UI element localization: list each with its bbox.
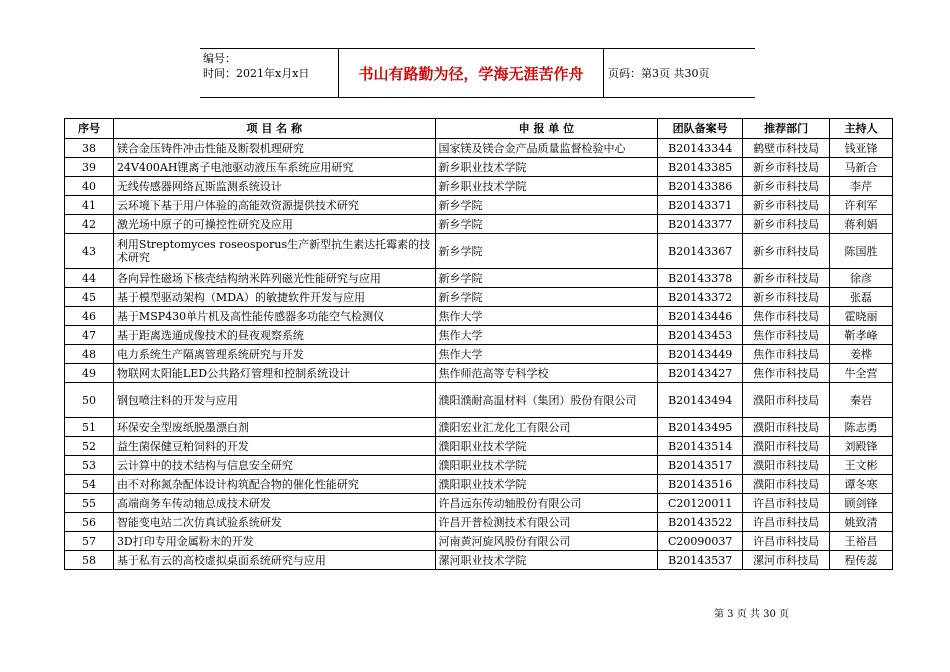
- project-table: [64, 118, 893, 570]
- cell-host: 霍晓丽: [830, 307, 893, 326]
- cell-dept: 焦作市科技局: [743, 345, 830, 364]
- cell-unit: 新乡职业技术学院: [435, 158, 658, 177]
- cell-unit: 焦作大学: [435, 307, 658, 326]
- cell-no: 48: [65, 345, 114, 364]
- table-row: [65, 177, 893, 196]
- cell-dept: 许昌市科技局: [743, 532, 830, 551]
- cell-no: 41: [65, 196, 114, 215]
- cell-no: 47: [65, 326, 114, 345]
- cell-host: 蒋利娟: [830, 215, 893, 234]
- cell-code: B20143494: [658, 383, 743, 418]
- col-header-no: 序号: [65, 119, 114, 139]
- cell-unit: 新乡学院: [435, 269, 658, 288]
- cell-dept: 新乡市科技局: [743, 177, 830, 196]
- table-row: [65, 418, 893, 437]
- cell-name: 物联网太阳能LED公共路灯管理和控制系统设计: [113, 364, 435, 383]
- number-label: 编号：: [203, 52, 236, 65]
- cell-dept: 漯河市科技局: [743, 551, 830, 570]
- cell-host: 程传蕊: [830, 551, 893, 570]
- cell-unit: 新乡学院: [435, 288, 658, 307]
- cell-code: B20143377: [658, 215, 743, 234]
- cell-unit: 濮阳职业技术学院: [435, 456, 658, 475]
- cell-no: 58: [65, 551, 114, 570]
- cell-name: 云计算中的技术结构与信息安全研究: [113, 456, 435, 475]
- table-row: [65, 326, 893, 345]
- cell-code: B20143385: [658, 158, 743, 177]
- cell-code: B20143537: [658, 551, 743, 570]
- cell-dept: 新乡市科技局: [743, 234, 830, 269]
- cell-no: 46: [65, 307, 114, 326]
- header-meta: [200, 49, 339, 97]
- cell-code: B20143427: [658, 364, 743, 383]
- cell-no: 49: [65, 364, 114, 383]
- cell-name: 无线传感器网络瓦斯监测系统设计: [113, 177, 435, 196]
- cell-dept: 新乡市科技局: [743, 288, 830, 307]
- table-row: [65, 437, 893, 456]
- cell-dept: 许昌市科技局: [743, 513, 830, 532]
- cell-name: 激光场中原子的可操控性研究及应用: [113, 215, 435, 234]
- cell-no: 43: [65, 234, 114, 269]
- col-header-unit: 申 报 单 位: [435, 119, 658, 139]
- table-row: [65, 288, 893, 307]
- cell-dept: 新乡市科技局: [743, 269, 830, 288]
- table-row: [65, 234, 893, 269]
- cell-host: 许利军: [830, 196, 893, 215]
- cell-unit: 新乡学院: [435, 234, 658, 269]
- cell-no: 45: [65, 288, 114, 307]
- table-row: [65, 456, 893, 475]
- table-header-row: [65, 119, 893, 139]
- table-row: [65, 475, 893, 494]
- cell-unit: 濮阳职业技术学院: [435, 437, 658, 456]
- table-row: [65, 532, 893, 551]
- cell-name: 电力系统生产隔离管理系统研究与开发: [113, 345, 435, 364]
- cell-no: 57: [65, 532, 114, 551]
- table-row: [65, 551, 893, 570]
- cell-no: 56: [65, 513, 114, 532]
- header-motto: 书山有路勤为径，学海无涯苦作舟: [339, 49, 604, 97]
- cell-name: 环保安全型废纸脱墨漂白剂: [113, 418, 435, 437]
- cell-code: B20143495: [658, 418, 743, 437]
- cell-name: 云环境下基于用户体验的高能效资源提供技术研究: [113, 196, 435, 215]
- cell-dept: 濮阳市科技局: [743, 437, 830, 456]
- table-row: [65, 494, 893, 513]
- cell-unit: 焦作大学: [435, 326, 658, 345]
- cell-dept: 焦作市科技局: [743, 326, 830, 345]
- cell-name: 镁合金压铸件冲击性能及断裂机理研究: [113, 139, 435, 158]
- cell-dept: 焦作市科技局: [743, 307, 830, 326]
- cell-host: 姜桦: [830, 345, 893, 364]
- cell-code: C20120011: [658, 494, 743, 513]
- cell-code: B20143371: [658, 196, 743, 215]
- cell-name: 基于私有云的高校虚拟桌面系统研究与应用: [113, 551, 435, 570]
- cell-code: B20143453: [658, 326, 743, 345]
- page-header: [200, 48, 755, 98]
- cell-name: 基于距离选通成像技术的昼夜观察系统: [113, 326, 435, 345]
- cell-dept: 濮阳市科技局: [743, 456, 830, 475]
- cell-name: 各向异性磁场下核壳结构纳米阵列磁光性能研究与应用: [113, 269, 435, 288]
- cell-no: 55: [65, 494, 114, 513]
- cell-no: 50: [65, 383, 114, 418]
- cell-no: 53: [65, 456, 114, 475]
- time-label: 时间：2021年x月x日: [203, 67, 310, 80]
- cell-name: 高端商务车传动轴总成技术研发: [113, 494, 435, 513]
- cell-host: 徐彦: [830, 269, 893, 288]
- table-row: [65, 383, 893, 418]
- cell-host: 刘殿锋: [830, 437, 893, 456]
- col-header-name: 项 目 名 称: [113, 119, 435, 139]
- cell-host: 靳孝峰: [830, 326, 893, 345]
- cell-name: 由不对称氮杂配体设计构筑配合物的催化性能研究: [113, 475, 435, 494]
- cell-no: 54: [65, 475, 114, 494]
- cell-host: 王裕昌: [830, 532, 893, 551]
- cell-host: 钱亚锋: [830, 139, 893, 158]
- table-row: [65, 345, 893, 364]
- cell-unit: 国家镁及镁合金产品质量监督检验中心: [435, 139, 658, 158]
- table-row: [65, 139, 893, 158]
- cell-unit: 濮阳职业技术学院: [435, 475, 658, 494]
- table-row: [65, 513, 893, 532]
- cell-host: 牛全营: [830, 364, 893, 383]
- cell-host: 张磊: [830, 288, 893, 307]
- cell-name: 钢包喷注料的开发与应用: [113, 383, 435, 418]
- cell-host: 谭冬寒: [830, 475, 893, 494]
- cell-dept: 新乡市科技局: [743, 158, 830, 177]
- cell-dept: 新乡市科技局: [743, 196, 830, 215]
- cell-unit: 濮阳宏业汇龙化工有限公司: [435, 418, 658, 437]
- cell-host: 李芹: [830, 177, 893, 196]
- cell-code: C20090037: [658, 532, 743, 551]
- table-row: [65, 158, 893, 177]
- cell-no: 42: [65, 215, 114, 234]
- cell-unit: 新乡学院: [435, 196, 658, 215]
- cell-name: 基于MSP430单片机及高性能传感器多功能空气检测仪: [113, 307, 435, 326]
- table-row: [65, 215, 893, 234]
- col-header-dept: 推荐部门: [743, 119, 830, 139]
- cell-code: B20143386: [658, 177, 743, 196]
- col-header-code: 团队备案号: [658, 119, 743, 139]
- cell-code: B20143516: [658, 475, 743, 494]
- cell-no: 38: [65, 139, 114, 158]
- cell-name: 智能变电站二次仿真试验系统研发: [113, 513, 435, 532]
- cell-name: 基于模型驱动架构（MDA）的敏捷软件开发与应用: [113, 288, 435, 307]
- cell-name: 利用Streptomyces roseosporus生产新型抗生素达托霉素的技术研究: [113, 234, 435, 269]
- cell-code: B20143449: [658, 345, 743, 364]
- cell-dept: 濮阳市科技局: [743, 383, 830, 418]
- cell-host: 王文彬: [830, 456, 893, 475]
- cell-dept: 许昌市科技局: [743, 494, 830, 513]
- cell-no: 44: [65, 269, 114, 288]
- table-row: [65, 364, 893, 383]
- cell-dept: 新乡市科技局: [743, 215, 830, 234]
- cell-name: 益生菌保健豆粕饲料的开发: [113, 437, 435, 456]
- cell-no: 39: [65, 158, 114, 177]
- cell-code: B20143517: [658, 456, 743, 475]
- cell-code: B20143514: [658, 437, 743, 456]
- cell-host: 陈志勇: [830, 418, 893, 437]
- table-row: [65, 307, 893, 326]
- cell-unit: 河南黄河旋风股份有限公司: [435, 532, 658, 551]
- cell-host: 陈国胜: [830, 234, 893, 269]
- cell-no: 40: [65, 177, 114, 196]
- cell-no: 52: [65, 437, 114, 456]
- cell-host: 马新合: [830, 158, 893, 177]
- cell-unit: 濮阳濮耐高温材料（集团）股份有限公司: [435, 383, 658, 418]
- cell-unit: 焦作大学: [435, 345, 658, 364]
- cell-unit: 焦作师范高等专科学校: [435, 364, 658, 383]
- cell-unit: 漯河职业技术学院: [435, 551, 658, 570]
- cell-code: B20143378: [658, 269, 743, 288]
- cell-code: B20143446: [658, 307, 743, 326]
- cell-unit: 新乡职业技术学院: [435, 177, 658, 196]
- cell-host: 秦岩: [830, 383, 893, 418]
- header-page-label: 页码：第3页 共30页: [608, 67, 710, 80]
- cell-name: 3D打印专用金属粉末的开发: [113, 532, 435, 551]
- cell-code: B20143344: [658, 139, 743, 158]
- col-header-host: 主持人: [830, 119, 893, 139]
- cell-unit: 许昌远东传动轴股份有限公司: [435, 494, 658, 513]
- cell-dept: 鹤壁市科技局: [743, 139, 830, 158]
- cell-host: 姚致清: [830, 513, 893, 532]
- table-row: [65, 269, 893, 288]
- cell-code: B20143372: [658, 288, 743, 307]
- cell-unit: 许昌开普检测技术有限公司: [435, 513, 658, 532]
- cell-host: 顾剑锋: [830, 494, 893, 513]
- table-row: [65, 196, 893, 215]
- cell-code: B20143522: [658, 513, 743, 532]
- page-footer: 第 3 页 共 30 页: [714, 609, 789, 620]
- cell-name: 24V400AH锂离子电池驱动液压车系统应用研究: [113, 158, 435, 177]
- cell-dept: 濮阳市科技局: [743, 475, 830, 494]
- cell-unit: 新乡学院: [435, 215, 658, 234]
- cell-dept: 焦作市科技局: [743, 364, 830, 383]
- cell-dept: 濮阳市科技局: [743, 418, 830, 437]
- cell-no: 51: [65, 418, 114, 437]
- cell-code: B20143367: [658, 234, 743, 269]
